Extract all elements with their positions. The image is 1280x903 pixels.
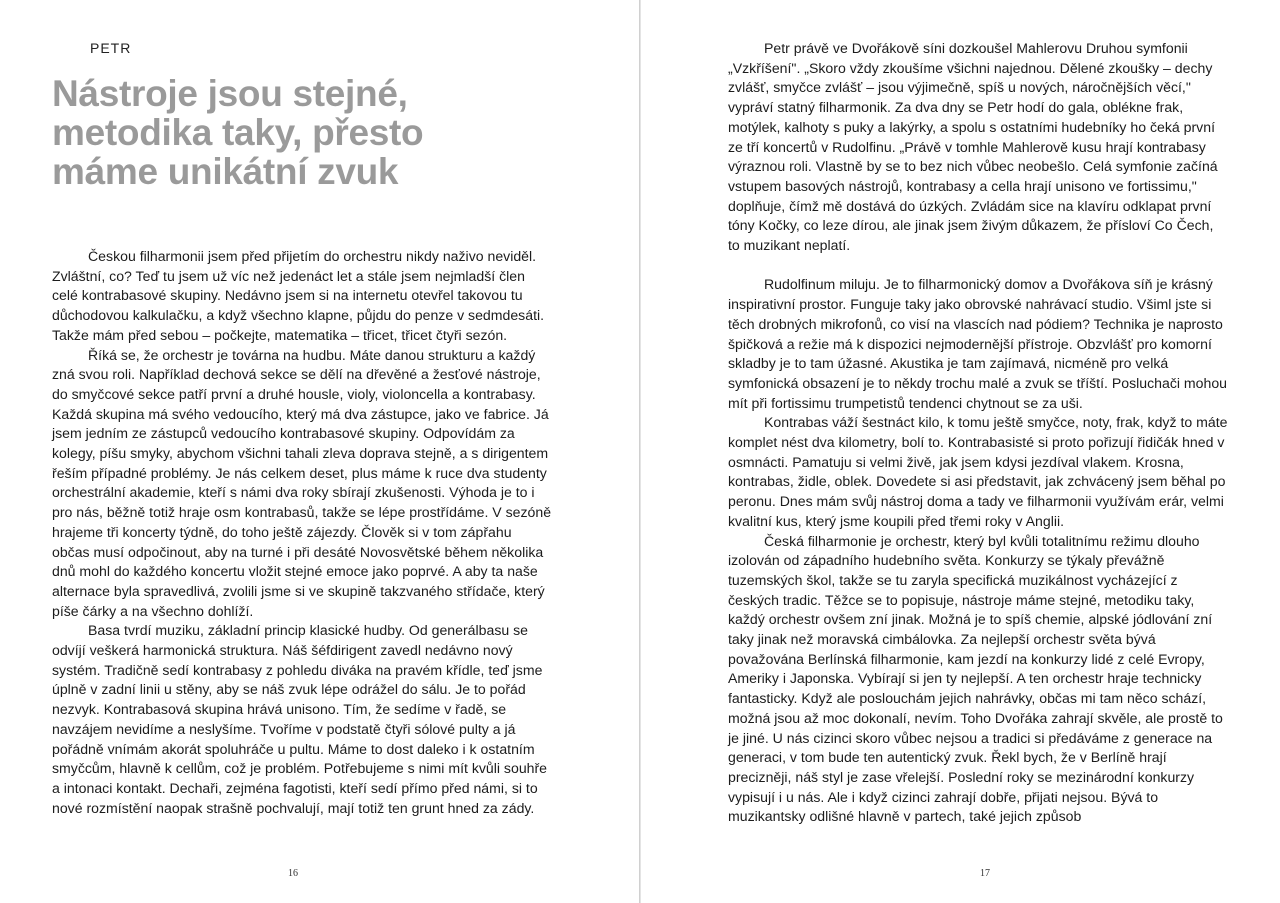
paragraph: Česká filharmonie je orchestr, který byl kvůli totalitnímu režimu dlouho izolován od západního hudebního světa. Konkurzy se týkaly převážně tuzemských škol, takže se tu zaryla specifická muzikálnost vycházející z českých tradic. Těžce se to popisuje, nástroje máme stejné, metodiku taky, každý orchestr ovšem zní jinak. Možná je to spíš chemie, alpské jódlování zní taky jinak než moravská cimbálovka. Za nejlepší orchestr světa bývá považována Berlínská filharmonie, kam jezdí na konkurzy lidé z celé Evropy, Ameriky i Japonska. Vybírají si jen ty nejlepší. A ten orchestr hraje technicky fantasticky. Když ale poslouchám jejich nahrávky, občas mi tam něco schází, možná jsou až moc dokonalí, nevím. Toho Dvořáka zahrají skvěle, ale prostě to je jiné. U nás cizinci skoro vůbec nejsou a tradici si předáváme z generace na generaci, v tom bude ten autentický zvuk. Řekl bych, že v Berlíně hrají precizněji, náš styl je zase vřelejší. Poslední roky se mezinárodní konkurzy vypisují i u nás. Ale i když cizinci zahrají dobře, přijati nejsou. Bývá to muzikantsky odlišné hlavně v partech, také jejich způsob	[728, 532, 1223, 825]
headline: Nástroje jsou stejné, metodika taky, přesto máme unikátní zvuk	[52, 73, 424, 192]
paragraph: Českou filharmonii jsem před přijetím do orchestru nikdy naživo neviděl. Zvláštní, co? Teď tu jsem už víc než jedenáct let a stále jsem nejmladší člen celé kontrabasové skupiny. Nedávno jsem si na internetu otevřel takovou tu důchodovou kalkulačku, a když všechno klapne, půjdu do penze v sedmdesáti. Takže mám před sebou – počkejte, matematika – třicet, třicet čtyři sezón.	[52, 248, 545, 343]
right-body-text	[728, 39, 1228, 827]
paragraph: Petr právě ve Dvořákově síni dozkoušel Mahlerovu Druhou symfonii „Vzkříšení". „Skoro vždy zkoušíme všichni najednou. Dělené zkoušky – dechy zvlášť, smyčce zvlášť – jsou výjimečně, spíš u nových, náročnějších věcí," vypráví statný filharmonik. Za dva dny se Petr hodí do gala, oblékne frak, motýlek, kalhoty s puky a lakýrky, a spolu s ostatními hudebníky ho čeká první ze tří koncertů v Rudolfinu. „Právě v tomhle Mahlerově kusu hrají kontrabasy výraznou roli. Vlastně by se to bez nich vůbec neobešlo. Celá symfonie začíná vstupem basových nástrojů, kontrabasy a cella hrají unisono ve fortissimu," doplňuje, čímž mě dostává do úzkých. Zvládám sice na klavíru odklapat první tóny Kočky, co leze dírou, ale jinak jsem živým důkazem, že přísloví Co Čech, to muzikant neplatí.	[728, 40, 1218, 254]
section-label: PETR	[90, 40, 132, 56]
page-number: 16	[288, 868, 298, 879]
paragraph: Rudolfinum miluju. Je to filharmonický domov a Dvořákova síň je krásný inspirativní prostor. Funguje taky jako obrovské nahrávací studio. Všiml jste si těch drobných mikrofonů, co visí na vlascích nad pódiem? Technika je naprosto špičková a režie má k dispozici nejmodernější přístroje. Obzvlášť pro komorní skladby je to tam úžasné. Akustika je tam zajímavá, nicméně pro velká symfonická obsazení je to někdy trochu malé a zvuk se tříští. Posluchači mohou mít při fortissimu trumpetistů tendenci chytnout se za uši.	[728, 276, 1227, 411]
paragraph: Basa tvrdí muziku, základní princip klasické hudby. Od generálbasu se odvíjí veškerá harmonická struktura. Náš šéfdirigent zavedl nedávno nový systém. Tradičně sedí kontrabasy z pohledu diváka na pravém křídle, teď jsme úplně v zadní linii u stěny, aby se náš zvuk lépe odrážel do sálu. Je to pořád nezvyk. Kontrabasová skupina hrává unisono. Tím, že sedíme v řadě, se navzájem nevidíme a neslyšíme. Tvoříme v podstatě čtyři sólové pulty a já pořádně vnímám akorát spoluhráče u pultu. Máme to dost daleko i k ostatním smyčcům, hlavně k cellům, což je problém. Potřebujeme s nimi mít kvůli souhře a intonaci kontakt. Dechaři, zejména fagotisti, kteří sedí přímo před námi, si to nové rozmístění naopak strašně pochvalují, mají totiž ten grunt hned za zády.	[52, 622, 548, 816]
paragraph: Říká se, že orchestr je továrna na hudbu. Máte danou strukturu a každý zná svou roli. Například dechová sekce se dělí na dřevěné a žesťové nástroje, do smyčcové sekce patří první a druhé housle, violy, violoncella a kontrabasy. Každá skupina má svého vedoucího, který má dva zástupce, jako ve fabrice. Já jsem jedním ze zástupců vedoucího kontrabasové skupiny. Odpovídám za kolegy, píšu smyky, abychom všichni tahali zleva doprava stejně, a s dirigentem řeším případné problémy. Je nás celkem deset, plus máme k ruce dva studenty orchestrální akademie, kteří s námi dva roky sbírají zkušenosti. Výhoda je to i pro nás, běžně totiž hraje osm kontrabasů, takže se lépe prostřídáme. V sezóně hrajeme tři koncerty týdně, do toho ještě zájezdy. Člověk si v tom zápřahu občas musí odpočinout, aby na turné i při desáté Novosvětské během několika dnů mohl do každého koncertu vložit stejné emoce jako poprvé. A aby ta naše alternace byla spravedlivá, zvolili jsme si ve skupině takzvaného střídače, který píše čárky a na všechno dohlíží.	[52, 346, 552, 619]
left-body-text	[52, 247, 552, 818]
paragraph: Kontrabas váží šestnáct kilo, k tomu ještě smyčce, noty, frak, když to máte komplet nést dva kilometry, bolí to. Kontrabasisté si proto pořizují řidičák hned v osmnácti. Pamatuju si velmi živě, jak jsem kdysi jezdíval vlakem. Krosna, kontrabas, židle, oblek. Dovedete si asi představit, jak zchvácený jsem běhal po peronu. Dnes mám svůj nástroj doma a tady ve filharmonii využívám erár, velmi kvalitní kus, který jsme koupili před třemi roky v Anglii.	[728, 414, 1228, 529]
page-number: 17	[980, 868, 990, 879]
